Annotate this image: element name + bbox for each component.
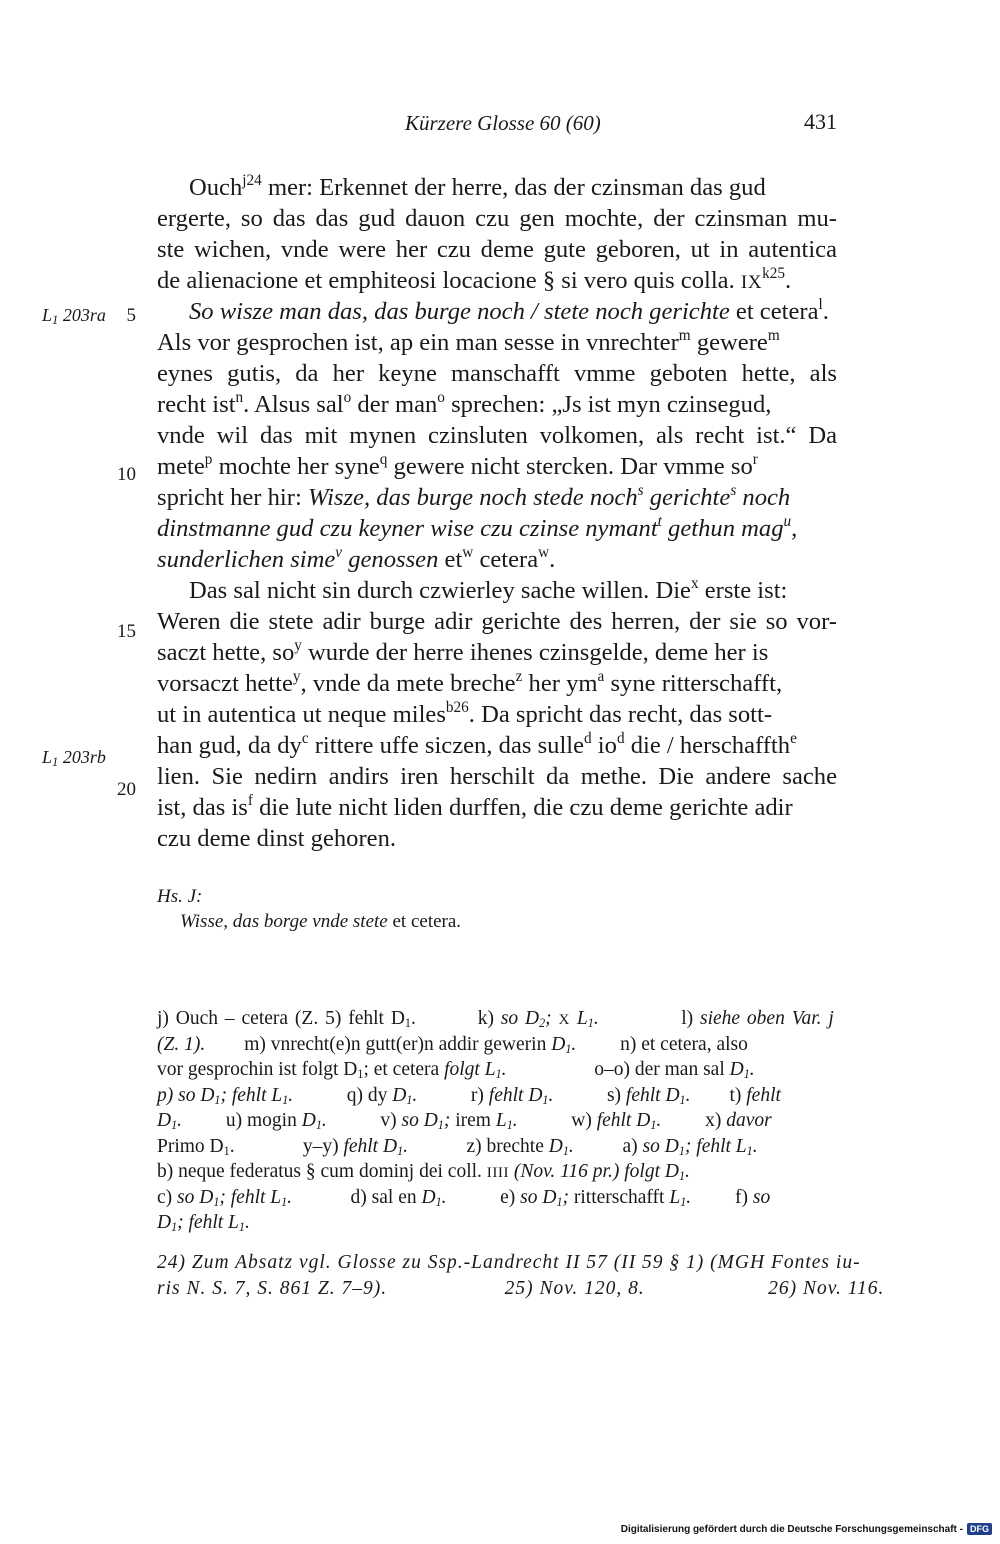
text-line-6: Als vor gesprochen ist, ap ein man sesse in vnrechter$^m$ gewere$^m$ — [157, 327, 780, 356]
text-line-22: czu deme dinst gehoren. — [157, 825, 397, 852]
text-line-4: de alienacione et emphiteosi locacione § si vero quis colla. $IX^{k25}$. — [157, 265, 792, 294]
line-number-10: 10 — [117, 464, 136, 485]
text-line-9: vnde wil das mit mynen czinsluten volkomen, als recht ist.“ Da — [157, 422, 837, 449]
footnote-25: 25) Nov. 120, 8. — [504, 1277, 645, 1299]
text-line-21: ist, das $is^f$ die lute nicht liden durffen, die czu deme gerichte adir — [157, 792, 793, 821]
running-title: Kürzere Glosse 60 (60) — [405, 111, 601, 135]
text-line-11: spricht her hir: Wisze, das burge noch stede noch$^s$ gerichte$^s$ noch — [157, 482, 791, 511]
text-line-18: ut in autentica ut neque miles$^{b26}$. Da spricht das recht, das sott- — [157, 699, 773, 728]
text-line-12: dinstmanne gud czu keyner wise czu czinse nymant$^t$ gethun mag$^u$, — [157, 513, 798, 542]
text-line-10: mete$^p$ mochte her syne$^q$ gewere nicht stercken. Dar vmme $so^r$ — [157, 451, 758, 480]
text-line-13: sunderlichen sime$^v$ genossen $et^w$ cetera$^w$. — [157, 544, 556, 573]
dfg-logo: DFG — [967, 1523, 992, 1535]
note-line-2: (Z. 1). m) vnrecht(e)n gutt(er)n addir gewerin $D_1$. n) et cetera, also — [157, 1033, 748, 1056]
note-line-3: vor gesprochin ist folgt $D_1$; et cetera folgt $L_1$. o–o) der man sal $D_1$. — [157, 1059, 755, 1082]
text-line-5: So wisze man das, das burge noch / stete noch gerichte et cetera$^l$. — [189, 296, 829, 325]
manuscript-label: Hs. J: — [157, 886, 203, 907]
source-footnotes — [157, 1250, 885, 1301]
text-line-15: Weren die stete adir burge adir gerichte des herren, der sie so vor- — [157, 608, 837, 635]
credit-text: Digitalisierung gefördert durch die Deutsche Forschungsgemeinschaft - — [620, 1523, 963, 1535]
footnote-26: 26) Nov. 116. — [768, 1277, 885, 1299]
text-line-14: Das sal nicht sin durch czwierley sache willen. Die$^x$ erste ist: — [189, 575, 788, 604]
note-line-7: b) neque federatus § cum dominj dei coll. IIII (Nov. 116 pr.) folgt $D_1$. — [157, 1161, 690, 1184]
note-line-6: Primo $D_1$. y–y) fehlt $D_1$. z) brechte $D_1$. a) so $D_1$; fehlt $L_1$. — [157, 1135, 758, 1158]
note-line-5: $D_1$. u) mogin $D_1$. v) so $D_1$; irem $L_1$. w) fehlt $D_1$. x) davor — [157, 1110, 772, 1133]
text-line-17: vorsaczt hette$^y$, vnde da mete breche$^z$ her $ym^a$ syne ritterschafft, — [157, 668, 783, 697]
manuscript-quote: Wisse, das borge vnde stete et cetera. — [180, 911, 462, 932]
text-line-20: lien. Sie nedirn andirs iren herschilt da methe. Die andere sache — [157, 763, 837, 790]
page-number: 431 — [804, 109, 837, 134]
manuscript-variant — [157, 884, 461, 934]
main-text — [157, 172, 837, 854]
text-line-7: eynes gutis, da her keyne manschafft vmme geboten hette, als — [157, 360, 837, 387]
line-number-20: 20 — [117, 779, 136, 800]
digitization-credit — [621, 1523, 992, 1535]
footnote-24: 24) Zum Absatz vgl. Glosse zu Ssp.-Landrecht II 57 (II 59 § 1) (MGH Fontes iu- — [157, 1252, 861, 1273]
text-line-1: Ouch$^{j24}$ mer: Erkennet der herre, das der czinsman das gud — [189, 172, 766, 201]
footnote-line-2: ris N. S. 7, S. 861 Z. 7–9). 25) Nov. 120, 8. 26) Nov. 116. — [157, 1277, 885, 1299]
text-line-19: han gud, da $dy^c$ rittere uffe siczen, das sulle$^d$ $io^d$ die / herschaffth$^e$ — [157, 730, 797, 759]
text-line-3: ste wichen, vnde were her czu deme gute geboren, ut in autentica — [157, 236, 837, 263]
text-line-2: ergerte, so das das gud dauon czu gen mochte, der czinsman mu- — [157, 205, 837, 232]
note-line-1: j) Ouch – cetera (Z. 5) fehlt $D_1$. k) so $D_2$; X $L_1$. l) siehe oben Var. j — [157, 1008, 834, 1031]
line-number-15: 15 — [117, 621, 136, 642]
line-number-5: 5 — [126, 305, 136, 326]
apparatus-notes — [157, 1006, 837, 1236]
note-line-9: $D_1$; fehlt $L_1$. — [157, 1212, 250, 1235]
note-line-4: p) so $D_1$; fehlt $L_1$. q) dy $D_1$. r) fehlt $D_1$. s) fehlt $D_1$. t) fehlt — [157, 1084, 781, 1107]
text-line-16: saczt hette, $so^y$ wurde der herre ihenes czinsgelde, deme her is — [157, 637, 769, 666]
margin-ref-l1-203rb: $L_1$ 203rb — [42, 747, 106, 770]
text-line-8: recht ist$^n$. Alsus sal$^o$ der man$^o$ sprechen: „Js ist myn czinsegud, — [157, 389, 772, 418]
margin-ref-l1-203ra: $L_1$ 203ra — [42, 305, 106, 328]
note-line-8: c) so $D_1$; fehlt $L_1$. d) sal en $D_1$. e) so $D_1$; ritterschafft $L_1$. f) so — [157, 1186, 771, 1209]
